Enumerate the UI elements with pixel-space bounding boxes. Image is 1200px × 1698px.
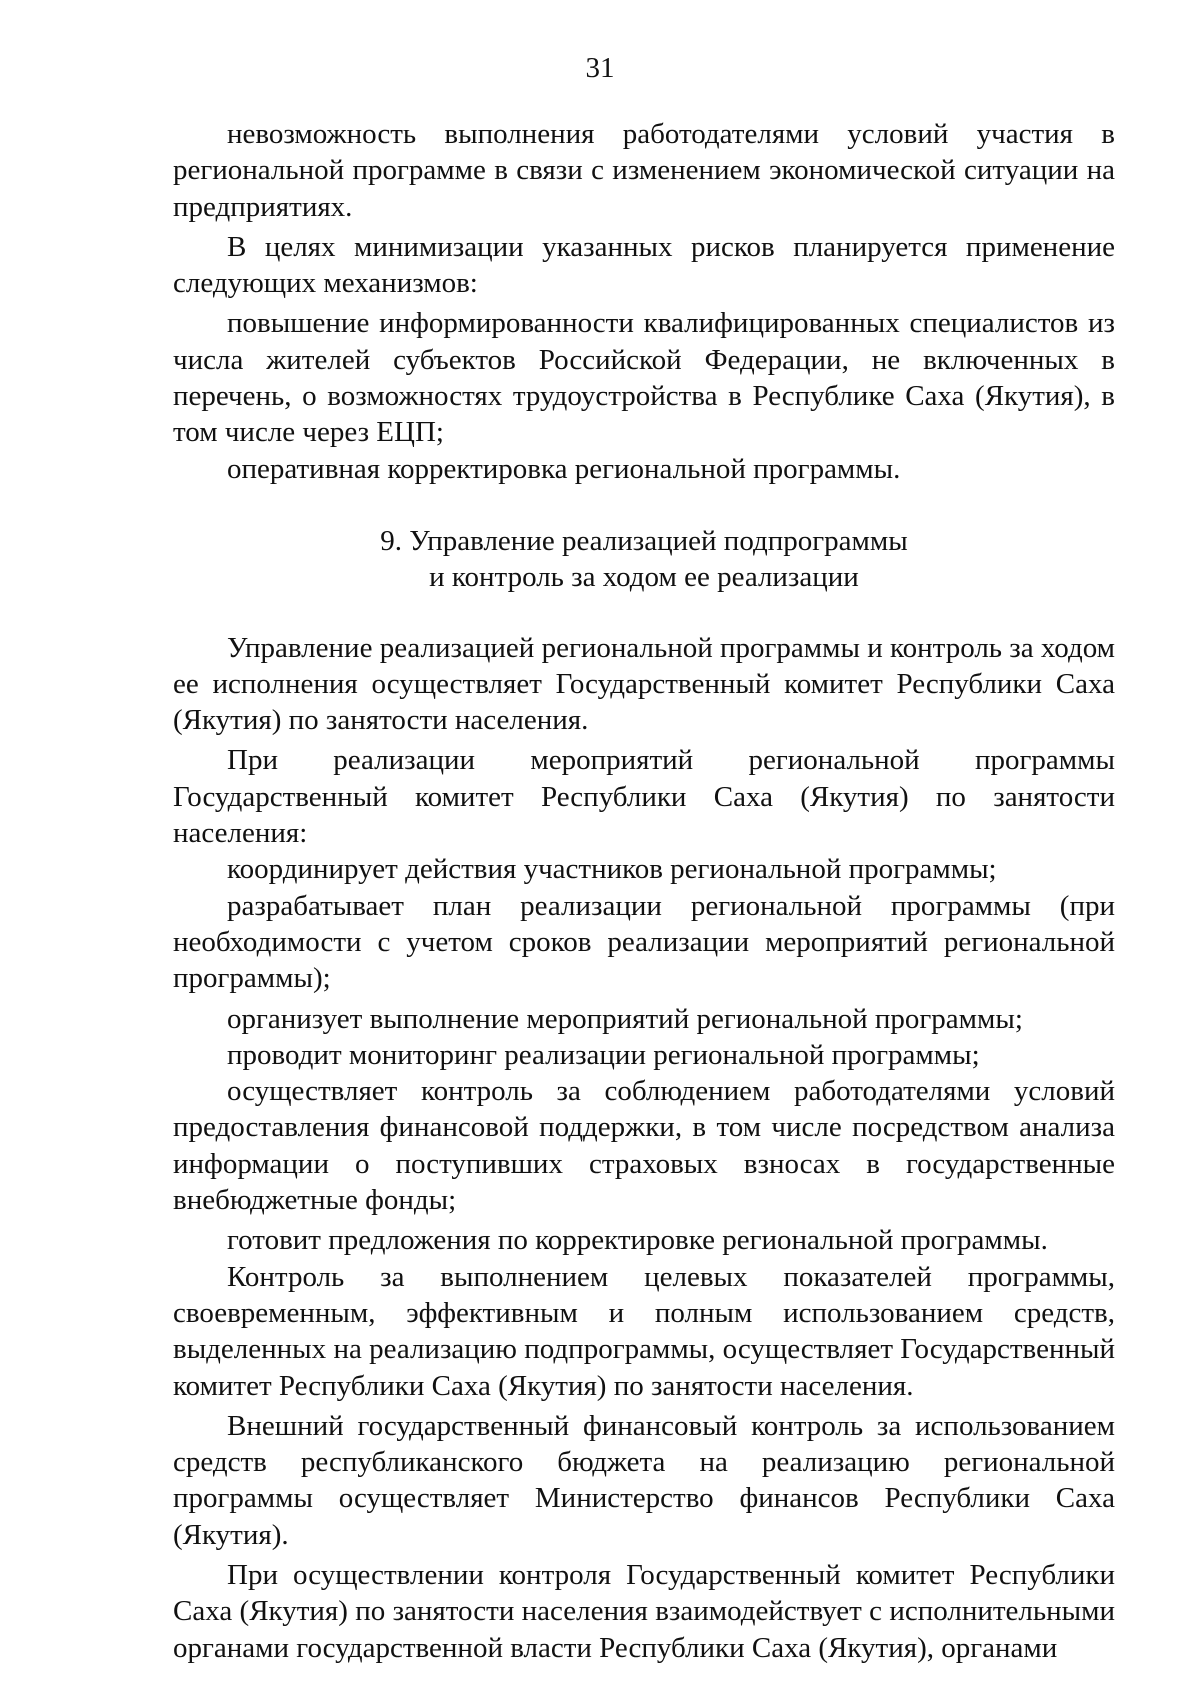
paragraph: организует выполнение мероприятий региональной программы; [227, 1002, 1023, 1035]
paragraph: При осуществлении контроля Государственный комитет Республики Саха (Якутия) по занятости населения взаимодействует с исполнительными органами государственной власти Республики Саха (Якутия), органами [173, 1558, 1115, 1664]
paragraph: оперативная корректировка региональной программы. [227, 452, 901, 485]
section-heading [173, 523, 1115, 596]
paragraph: готовит предложения по корректировке региональной программы. [227, 1224, 1048, 1257]
paragraph: осуществляет контроль за соблюдением работодателями условий предоставления финансовой поддержки, в том числе посредством анализа информации о поступивших страховых взносах в государственные внебюджетные фонды; [173, 1075, 1115, 1217]
paragraph: повышение информированности квалифицированных специалистов из числа жителей субъектов Российской Федерации, не включенных в перечень, о возможностях трудоустройства в Республике Саха (Якутия), в том числе через ЕЦП; [173, 307, 1115, 449]
paragraph: В целях минимизации указанных рисков планируется применение следующих механизмов: [173, 230, 1115, 300]
document-body [173, 116, 1115, 1666]
paragraph: Управление реализацией региональной программы и контроль за ходом ее исполнения осуществляет Государственный комитет Республики Саха (Якутия) по занятости населения. [173, 631, 1115, 737]
paragraph: Контроль за выполнением целевых показателей программы, своевременным, эффективным и полным использованием средств, выделенных на реализацию подпрограммы, осуществляет Государственный комитет Республики Саха (Якутия) по занятости населения. [173, 1260, 1115, 1402]
paragraph: Внешний государственный финансовый контроль за использованием средств республиканского бюджета на реализацию региональной программы осуществляет Министерство финансов Республики Саха (Якутия). [173, 1409, 1115, 1551]
paragraph: невозможность выполнения работодателями условий участия в региональной программе в связи с изменением экономической ситуации на предприятиях. [173, 118, 1115, 223]
paragraph: проводит мониторинг реализации региональной программы; [227, 1038, 980, 1071]
paragraph: разрабатывает план реализации региональной программы (при необходимости с учетом сроков реализации мероприятий региональной программы); [173, 889, 1115, 995]
paragraph: При реализации мероприятий региональной программы Государственный комитет Республики Саха (Якутия) по занятости населения: [173, 744, 1115, 850]
section-heading-line-2: и контроль за ходом ее реализации [429, 561, 859, 594]
page-number: 31 [585, 52, 615, 84]
section-heading-line-1: 9. Управление реализацией подпрограммы [380, 524, 908, 557]
paragraph: координирует действия участников региональной программы; [227, 853, 997, 886]
